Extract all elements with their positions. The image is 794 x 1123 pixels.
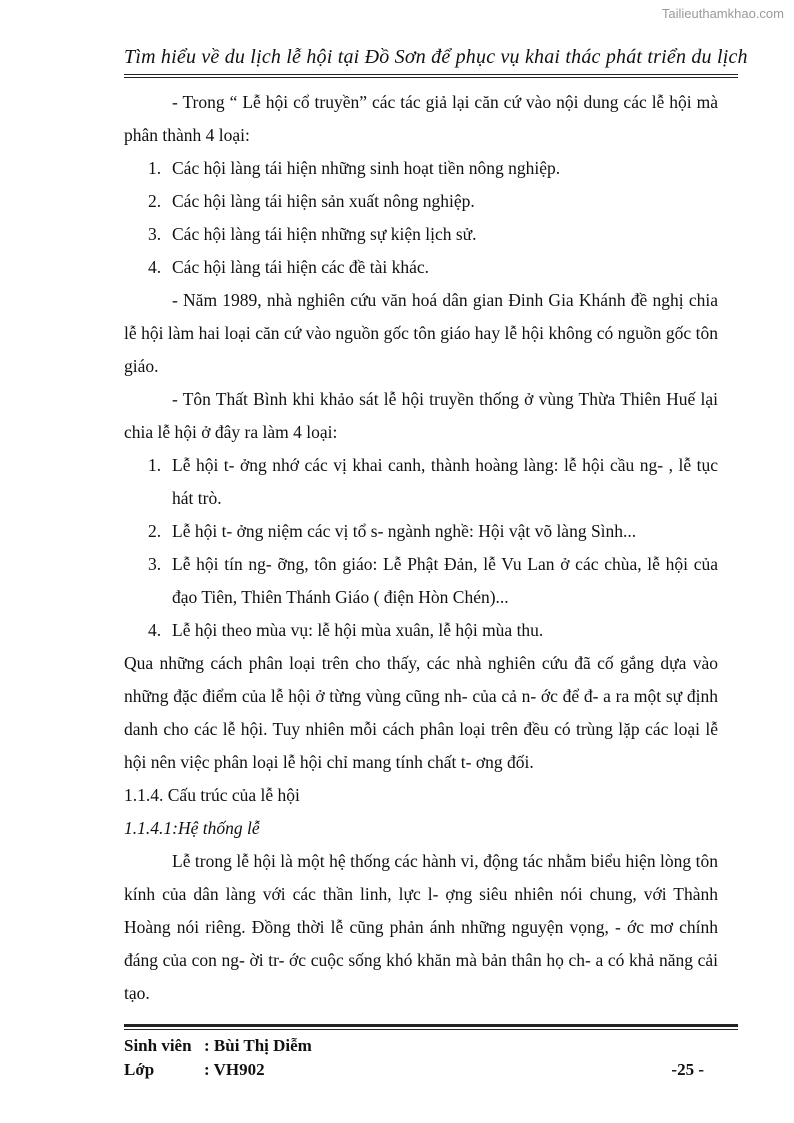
list-number: 3. [148,554,162,574]
list-item [124,548,718,614]
footer-student-row [124,1034,704,1058]
section-heading: 1.1.4. Cấu trúc của lễ hội [124,785,300,805]
list-text: Lễ hội tín ng- ỡng, tôn giáo: Lễ Phật Đản, lễ Vu Lan ở các chùa, lễ hội của đạo Tiên, Thiên Thánh Giáo ( điện Hòn Chén)... [172,554,718,607]
list-text: Lễ hội t- ởng niệm các vị tổ s- ngành nghề: Hội vật võ làng Sình... [172,521,637,541]
list-text: Lễ hội t- ởng nhớ các vị khai canh, thành hoàng làng: lễ hội cầu ng- , lễ tục hát trò. [172,455,718,508]
list-item [124,218,718,251]
list-text: Lễ hội theo mùa vụ: lễ hội mùa xuân, lễ hội mùa thu. [172,620,544,640]
header-rule-top [124,74,738,75]
list-number: 2. [148,521,162,541]
footer-class-label: Lớp [124,1060,155,1079]
list-text: Các hội làng tái hiện các đề tài khác. [172,257,430,277]
footer-student-label: Sinh viên [124,1036,192,1055]
header-rule-bottom [124,77,738,78]
paragraph-le-definition: Lễ trong lễ hội là một hệ thống các hành vi, động tác nhằm biểu hiện lòng tôn kính của dân làng với các thần linh, lực l- ợng siêu nhiên nói chung, với Thành Hoàng nói riêng. Đồng thời lễ cũng phản ánh những nguyện vọng, - ớc mơ chính đáng của con ng- ời tr- ớc cuộc sống khó khăn mà bản thân họ ch- a có khả năng cải tạo. [124,851,718,1003]
page-footer [124,1034,704,1082]
list-item [124,614,718,647]
list-item [124,185,718,218]
footer-rule-thin [124,1029,738,1030]
watermark-text: Tailieuthamkhao.com [661,6,784,21]
list-item [124,152,718,185]
paragraph-summary: Qua những cách phân loại trên cho thấy, các nhà nghiên cứu đã cố gắng dựa vào những đặc điểm của lễ hội ở từng vùng cũng nh- của cả n- ớc để đ- a ra một sự định danh cho các lễ hội. Tuy nhiên mỗi cách phân loại trên đều có trùng lặp các loại lễ hội nên việc phân loại lễ hội chỉ mang tính chất t- ơng đối. [124,653,718,772]
list-item [124,515,718,548]
list-item [124,251,718,284]
document-body [124,86,718,1010]
paragraph-ton-that-binh: - Tôn Thất Bình khi khảo sát lễ hội truyền thống ở vùng Thừa Thiên Huế lại chia lễ hội ở đây ra làm 4 loại: [124,389,718,442]
list-text: Các hội làng tái hiện những sự kiện lịch sử. [172,224,477,244]
footer-class-row [124,1058,704,1082]
footer-class-value: : VH902 [204,1060,265,1079]
list-number: 3. [148,224,162,244]
list-text: Các hội làng tái hiện những sinh hoạt tiền nông nghiệp. [172,158,561,178]
list-number: 1. [148,455,162,475]
subsection-heading: 1.1.4.1:Hệ thống lễ [124,818,260,838]
list-text: Các hội làng tái hiện sản xuất nông nghiệp. [172,191,475,211]
list-number: 4. [148,620,162,640]
list-number: 4. [148,257,162,277]
list-number: 1. [148,158,162,178]
page-number: -25 - [671,1060,704,1079]
paragraph-dinh-gia-khanh: - Năm 1989, nhà nghiên cứu văn hoá dân gian Đinh Gia Khánh đề nghị chia lễ hội làm hai loại căn cứ vào nguồn gốc tôn giáo hay lễ hội không có nguồn gốc tôn giáo. [124,290,718,376]
page-header-title: Tìm hiểu về du lịch lễ hội tại Đồ Sơn để phục vụ khai thác phát triển du lịch [124,46,748,68]
footer-student-name: : Bùi Thị Diễm [204,1036,312,1055]
paragraph-classification-intro: - Trong “ Lễ hội cổ truyền” các tác giả lại căn cứ vào nội dung các lễ hội mà phân thành 4 loại: [124,92,718,145]
list-number: 2. [148,191,162,211]
footer-rule-thick [124,1024,738,1027]
list-item [124,449,718,515]
